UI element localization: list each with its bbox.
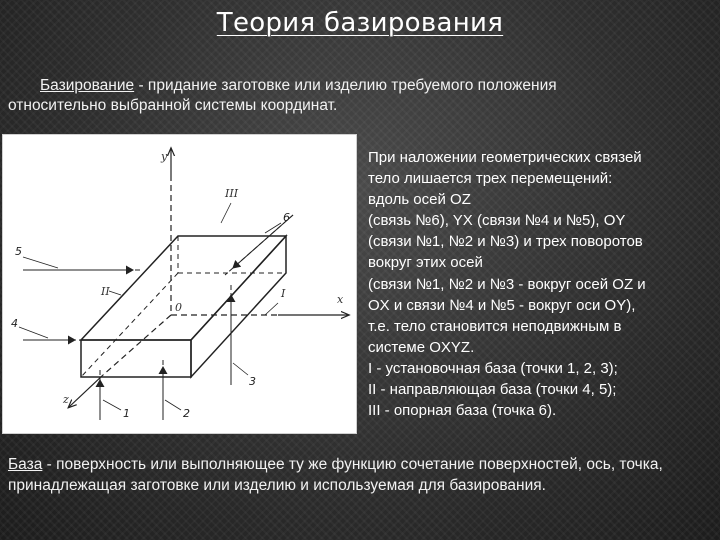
prism <box>81 236 286 377</box>
prism-top-face <box>81 236 286 340</box>
roman-label-II: II <box>101 285 110 298</box>
intro-paragraph <box>8 76 688 116</box>
roman-label-III: III <box>225 187 239 200</box>
point-label-1: 1 <box>123 407 130 420</box>
point-label-6: 6 <box>283 211 290 224</box>
basing-diagram <box>2 134 357 434</box>
slide-title-text: Теория базирования <box>216 8 504 38</box>
prism-front-face <box>81 340 191 377</box>
basing-diagram-svg <box>3 135 356 433</box>
z-axis-label: z <box>63 393 69 406</box>
z-axis <box>69 375 103 407</box>
base-term: База <box>8 456 43 473</box>
leader-lines <box>19 203 281 410</box>
point-label-4: 4 <box>11 317 18 330</box>
prism-side-face <box>191 236 286 377</box>
z-axis-hidden <box>103 315 171 375</box>
intro-line-2: относительно выбранной системы координат. <box>8 97 338 114</box>
origin-label: 0 <box>175 301 182 314</box>
constraint-lines <box>23 215 293 420</box>
roman-label-I: I <box>281 287 286 300</box>
axes <box>69 149 348 407</box>
intro-line-1 <box>8 76 688 96</box>
point-label-5: 5 <box>15 245 22 258</box>
intro-term: Базирование <box>40 77 135 94</box>
point-label-2: 2 <box>183 407 190 420</box>
base-definition-text: - поверхность или выполняющее ту же функцию сочетание поверхностей, ось, точка, принадлежащая заготовке или изделию и используемая для базирования. <box>8 456 663 494</box>
intro-definition: - придание заготовке или изделию требуемого положения <box>134 77 557 94</box>
base-definition <box>8 455 708 496</box>
point-label-3: 3 <box>249 375 256 388</box>
slide-title <box>0 8 720 38</box>
y-axis-label: y <box>161 150 168 163</box>
constraints-explanation: При наложении геометрических связей тело лишается трех перемещений: вдоль осей OZ (связь №6), YX (связи №4 и №5), OY (связи №1, №2 и №3) и трех поворотов вокруг этих осей (связи №1, №2 и №3 - вокруг осей OZ и OX и связи №4 и №5 - вокруг оси OY), т.е. тело становится неподвижным в системе OXYZ. I - установочная база (точки 1, 2, 3); II - направляющая база (точки 4, 5); III - опорная база (точка 6). <box>368 149 646 420</box>
x-axis-label: x <box>337 293 344 306</box>
